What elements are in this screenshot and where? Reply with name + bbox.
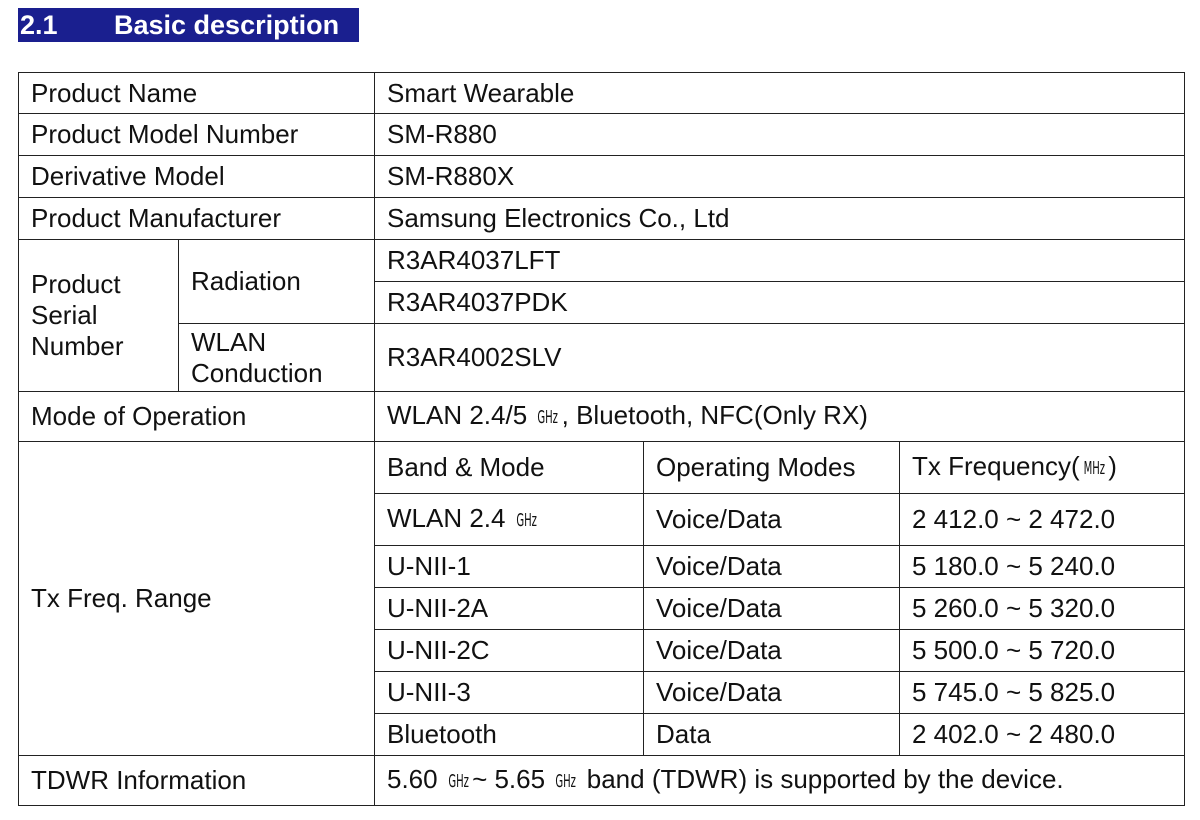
mode-cell: Voice/Data — [644, 672, 900, 714]
wlan-conduction-label: WLAN Conduction — [179, 324, 375, 392]
section-title: Basic description — [114, 10, 340, 40]
model-number-value: SM-R880 — [375, 114, 1185, 156]
mode-cell: Voice/Data — [644, 494, 900, 546]
ghz-unit: GHz — [537, 407, 559, 428]
table-row-tdwr — [19, 756, 1185, 806]
mode-value-part: WLAN 2.4/5 — [387, 400, 535, 430]
band-cell: U-NII-2C — [375, 630, 644, 672]
ghz-unit: GHz — [516, 510, 537, 531]
band-mode-header: Band & Mode — [375, 442, 644, 494]
tx-frequency-header — [900, 442, 1185, 494]
band-cell: U-NII-2A — [375, 588, 644, 630]
freq-cell: 2 402.0 ~ 2 480.0 — [900, 714, 1185, 756]
mode-value-part: , Bluetooth, NFC(Only RX) — [561, 400, 868, 430]
manufacturer-label: Product Manufacturer — [19, 198, 375, 240]
freq-cell: 5 260.0 ~ 5 320.0 — [900, 588, 1185, 630]
table-row-mode — [19, 392, 1185, 442]
band-cell: U-NII-3 — [375, 672, 644, 714]
freq-cell: 5 500.0 ~ 5 720.0 — [900, 630, 1185, 672]
tx-frequency-header-close: ) — [1108, 451, 1117, 481]
model-number-label: Product Model Number — [19, 114, 375, 156]
mode-cell: Data — [644, 714, 900, 756]
mode-cell: Voice/Data — [644, 546, 900, 588]
tdwr-text: ~ 5.65 — [472, 764, 553, 794]
basic-description-table — [18, 72, 1185, 806]
mhz-unit: MHz — [1083, 458, 1105, 479]
product-name-value: Smart Wearable — [375, 73, 1185, 114]
band-cell — [375, 494, 644, 546]
mode-value — [375, 392, 1185, 442]
product-name-label: Product Name — [19, 73, 375, 114]
serial-number-label: Product Serial Number — [19, 240, 179, 392]
ghz-unit: GHz — [555, 771, 577, 792]
manufacturer-value: Samsung Electronics Co., Ltd — [375, 198, 1185, 240]
band-cell: Bluetooth — [375, 714, 644, 756]
radiation-value-2: R3AR4037PDK — [375, 282, 1185, 324]
band-cell: U-NII-1 — [375, 546, 644, 588]
table-row-manufacturer — [19, 198, 1185, 240]
tdwr-value — [375, 756, 1185, 806]
tx-range-label: Tx Freq. Range — [19, 442, 375, 756]
tdwr-text: 5.60 — [387, 764, 445, 794]
derivative-model-label: Derivative Model — [19, 156, 375, 198]
mode-cell: Voice/Data — [644, 588, 900, 630]
mode-label: Mode of Operation — [19, 392, 375, 442]
section-heading — [18, 8, 359, 42]
mode-cell: Voice/Data — [644, 630, 900, 672]
table-row-derivative-model — [19, 156, 1185, 198]
table-row-serial-wlan — [19, 324, 1185, 392]
freq-cell: 5 180.0 ~ 5 240.0 — [900, 546, 1185, 588]
derivative-model-value: SM-R880X — [375, 156, 1185, 198]
freq-cell: 2 412.0 ~ 2 472.0 — [900, 494, 1185, 546]
band-text: WLAN 2.4 — [387, 503, 513, 533]
freq-cell: 5 745.0 ~ 5 825.0 — [900, 672, 1185, 714]
tx-frequency-header-text: Tx Frequency( — [912, 451, 1080, 481]
table-row-tx-header — [19, 442, 1185, 494]
radiation-value-1: R3AR4037LFT — [375, 240, 1185, 282]
section-number: 2.1 — [20, 10, 58, 40]
wlan-conduction-value: R3AR4002SLV — [375, 324, 1185, 392]
table-row-product-name — [19, 73, 1185, 114]
operating-modes-header: Operating Modes — [644, 442, 900, 494]
table-row-serial-radiation-1 — [19, 240, 1185, 282]
tdwr-text: band (TDWR) is supported by the device. — [579, 764, 1064, 794]
tdwr-label: TDWR Information — [19, 756, 375, 806]
ghz-unit: GHz — [448, 771, 469, 792]
radiation-label: Radiation — [179, 240, 375, 324]
table-row-model-number — [19, 114, 1185, 156]
